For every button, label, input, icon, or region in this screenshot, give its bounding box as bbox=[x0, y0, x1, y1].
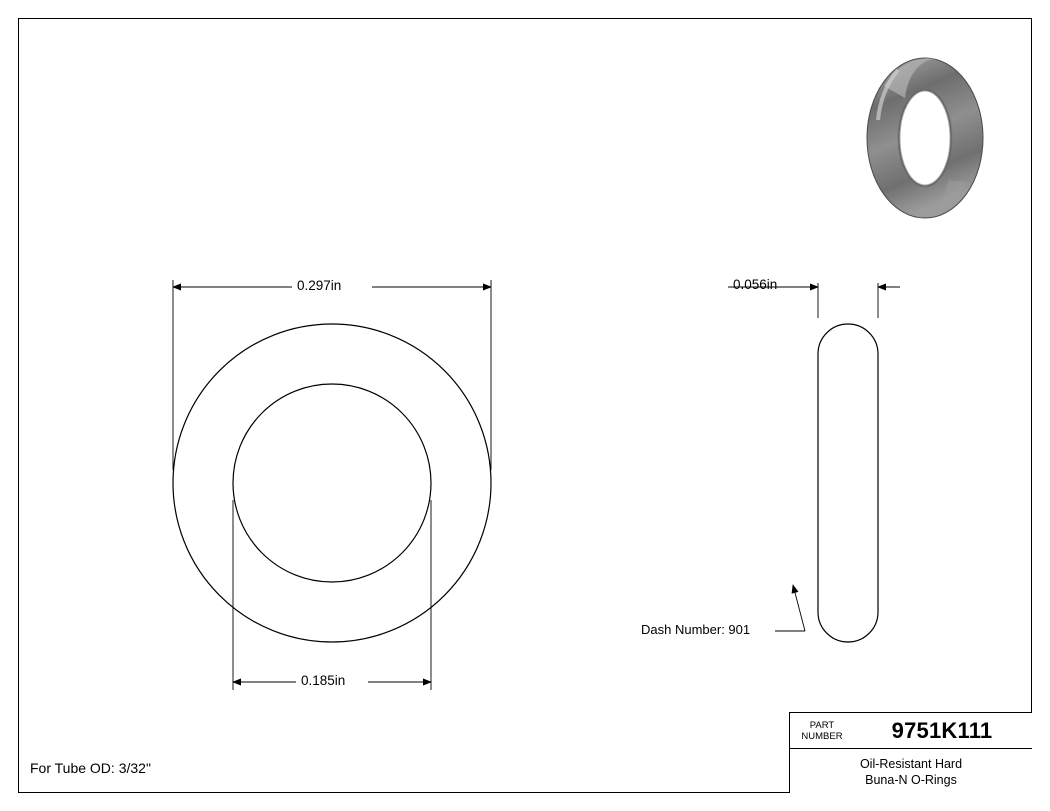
dash-number-leader bbox=[775, 585, 805, 631]
part-caption-line1: PART bbox=[809, 719, 835, 731]
tube-od-note: For Tube OD: 3/32" bbox=[30, 760, 151, 776]
title-block-part-row bbox=[790, 713, 1032, 749]
dash-number-label: Dash Number: 901 bbox=[641, 622, 751, 637]
od-dimension-label: 0.297in bbox=[297, 278, 342, 293]
part-caption-line2: NUMBER bbox=[801, 730, 843, 742]
od-dimension bbox=[173, 280, 491, 470]
side-view-oring bbox=[818, 324, 878, 642]
title-block-description bbox=[790, 749, 1032, 794]
description-line2: Buna-N O-Rings bbox=[865, 772, 957, 787]
id-dimension bbox=[233, 500, 431, 690]
part-number-value: 9751K111 bbox=[891, 717, 993, 743]
width-dimension-label: 0.056in bbox=[733, 277, 778, 292]
description-line1: Oil-Resistant Hard bbox=[859, 756, 963, 771]
part-number-caption bbox=[790, 720, 852, 742]
front-view-oring bbox=[173, 324, 491, 642]
id-dimension-label: 0.185in bbox=[301, 673, 346, 688]
oring-3d-render bbox=[867, 58, 983, 218]
title-block bbox=[789, 712, 1032, 793]
